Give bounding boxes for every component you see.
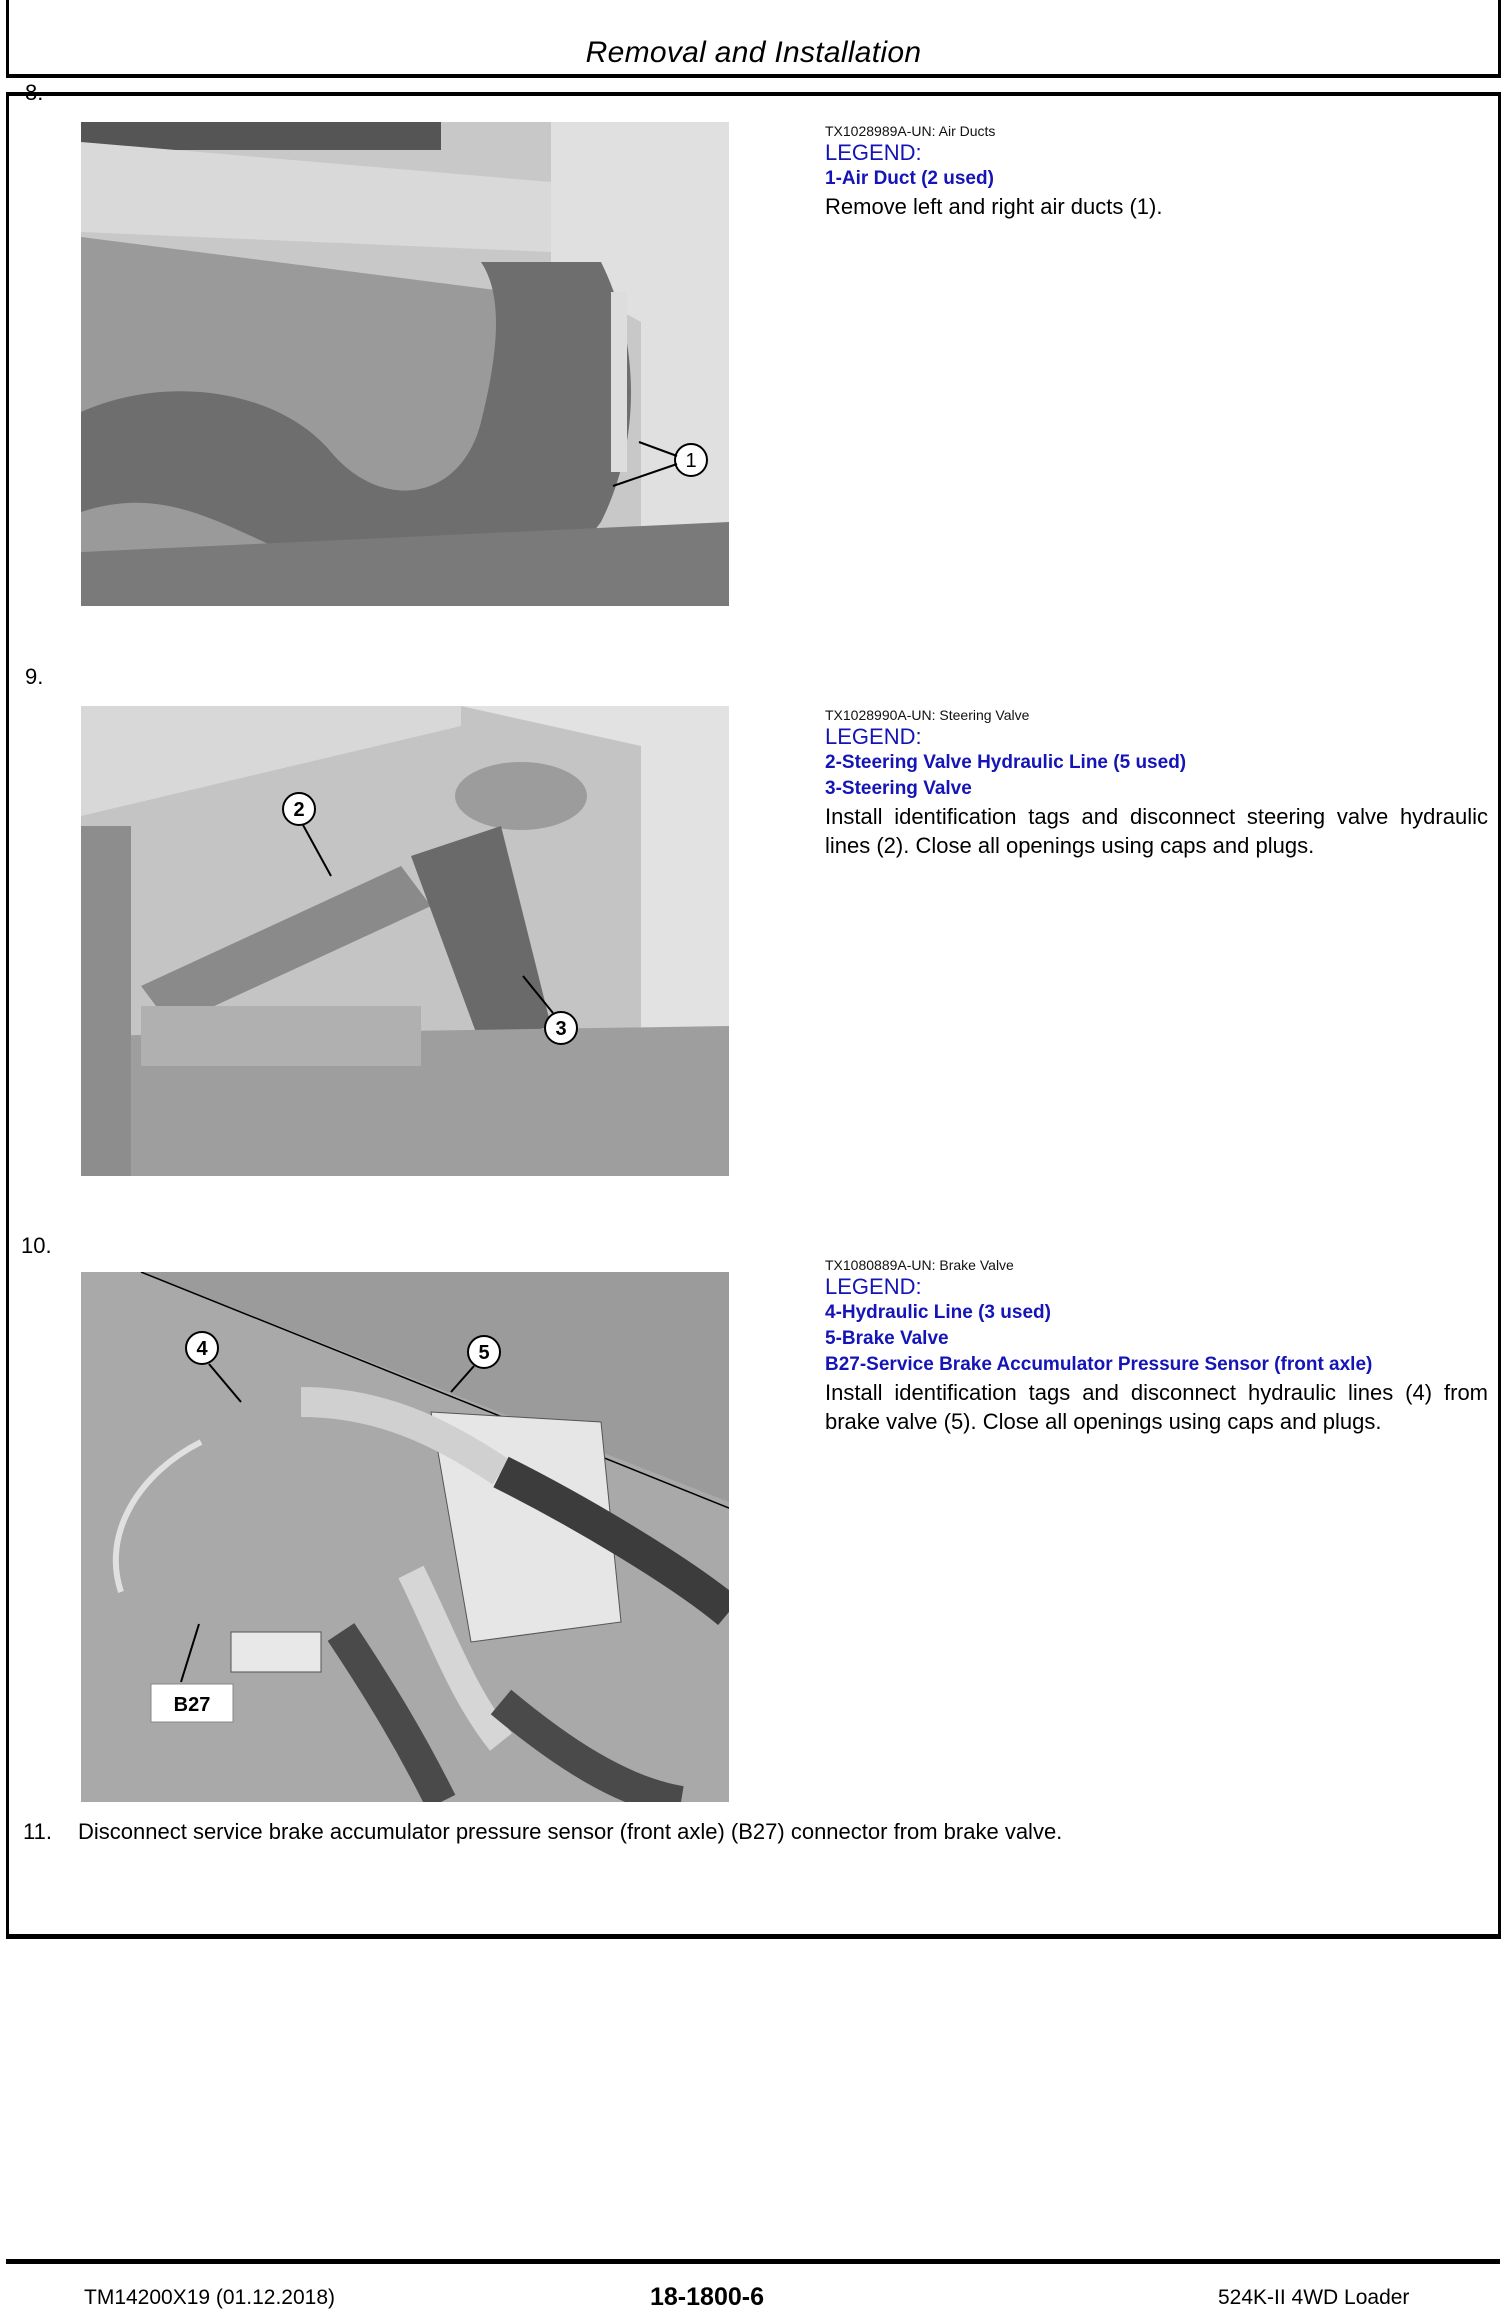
- instruction-text: Remove left and right air ducts (1).: [825, 194, 1163, 219]
- step-number: 11.: [23, 1819, 52, 1844]
- figure-caption: TX1080889A-UN: Brake Valve: [825, 1257, 1014, 1273]
- legend-title: LEGEND:: [825, 1274, 922, 1299]
- svg-text:B27: B27: [173, 1694, 211, 1716]
- step-8-text: [825, 122, 1488, 221]
- brake-valve-drawing: [81, 1272, 729, 1802]
- figure-caption: TX1028990A-UN: Steering Valve: [825, 707, 1030, 723]
- page-header: [6, 0, 1501, 78]
- legend-item: 2-Steering Valve Hydraulic Line (5 used): [825, 752, 1187, 773]
- step-10-text: [825, 1256, 1488, 1436]
- procedure-box: [6, 80, 1501, 1939]
- figure-steering-valve: [81, 706, 729, 1176]
- step-9-text: [825, 706, 1488, 860]
- step-11: [23, 1818, 1062, 1846]
- svg-text:5: 5: [478, 1342, 490, 1364]
- svg-text:3: 3: [555, 1018, 567, 1040]
- step-number: 10.: [21, 1233, 52, 1258]
- instruction-text: Install identification tags and disconnect hydraulic lines (4) from brake valve (5). Close all openings using caps and plugs.: [825, 1380, 1488, 1434]
- air-duct-photo: [81, 122, 729, 606]
- footer-divider: [6, 2259, 1500, 2264]
- legend-item: 4-Hydraulic Line (3 used): [825, 1302, 1051, 1323]
- legend-item: B27-Service Brake Accumulator Pressure Sensor (front axle): [825, 1354, 1373, 1375]
- svg-text:1: 1: [685, 450, 697, 472]
- steering-valve-photo: [81, 706, 729, 1176]
- legend-title: LEGEND:: [825, 140, 922, 165]
- figure-caption: TX1028989A-UN: Air Ducts: [825, 123, 996, 139]
- footer-manual-id: TM14200X19 (01.12.2018): [84, 2286, 336, 2309]
- legend-title: LEGEND:: [825, 724, 922, 749]
- page-title: Removal and Installation: [585, 36, 922, 69]
- instruction-text: Disconnect service brake accumulator pressure sensor (front axle) (B27) connector from brake valve.: [78, 1819, 1063, 1844]
- svg-text:4: 4: [196, 1338, 208, 1360]
- footer-model: 524K-II 4WD Loader: [1218, 2286, 1410, 2309]
- figure-brake-valve: [81, 1272, 729, 1802]
- footer-page-number: 18-1800-6: [650, 2283, 764, 2311]
- legend-item: 3-Steering Valve: [825, 778, 972, 799]
- instruction-text: Install identification tags and disconnect steering valve hydraulic lines (2). Close all openings using caps and plugs.: [825, 804, 1488, 858]
- legend-item: 1-Air Duct (2 used): [825, 168, 994, 189]
- svg-text:2: 2: [293, 799, 305, 821]
- legend-item: 5-Brake Valve: [825, 1328, 949, 1349]
- step-number: 9.: [25, 664, 44, 689]
- figure-air-ducts: [81, 122, 729, 606]
- step-number: 8.: [25, 80, 44, 105]
